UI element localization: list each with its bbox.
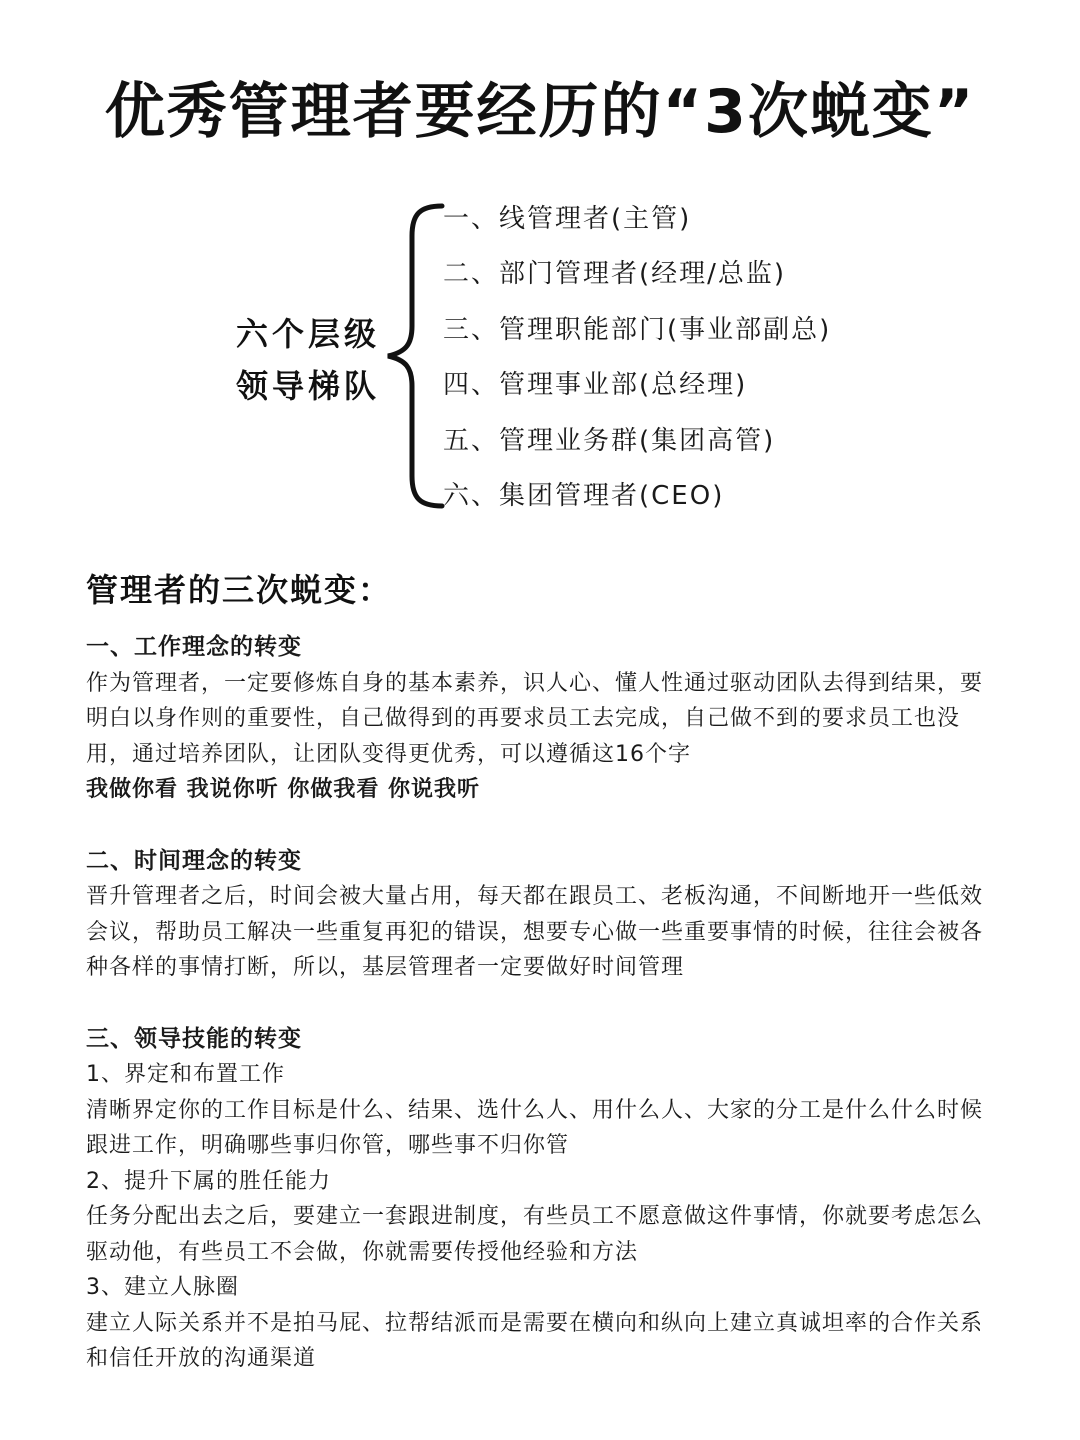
ladder-level-6: 六、集团管理者(CEO) xyxy=(443,480,725,511)
ladder-level-5: 五、管理业务群(集团高管) xyxy=(443,425,776,456)
part3-item-2-body: 任务分配出去之后，要建立一套跟进制度，有些员工不愿意做这件事情，你就要考虑怎么驱动他，有些员工不会做，你就需要传授他经验和方法 xyxy=(86,1204,984,1265)
part3-item-1-body: 清晰界定你的工作目标是什么、结果、选什么人、用什么人、大家的分工是什么什么时候跟进工作，明确哪些事归你管，哪些事不归你管 xyxy=(86,1097,984,1158)
ladder-label-line2: 领导梯队 xyxy=(236,367,381,405)
article-body xyxy=(86,630,996,1377)
ladder-label-line1: 六个层级 xyxy=(236,315,381,353)
ladder-level-1: 一、线管理者(主管) xyxy=(443,204,692,234)
section-heading: 管理者的三次蜕变： xyxy=(86,571,393,609)
part3-item-3-title: 3、建立人脉圈 xyxy=(86,1275,239,1300)
page-title: 优秀管理者要经历的“3次蜕变” xyxy=(104,77,976,147)
ladder-level-2: 二、部门管理者(经理/总监) xyxy=(443,259,787,290)
ladder-levels-list xyxy=(443,196,1043,528)
part3-item-2-title: 2、提升下属的胜任能力 xyxy=(86,1168,331,1194)
part2-heading: 二、时间理念的转变 xyxy=(86,847,302,874)
part1-body: 作为管理者，一定要修炼自身的基本素养，识人心、懂人性通过驱动团队去得到结果，要明白以身作则的重要性，自己做得到的再要求员工去完成，自己做不到的要求员工也没用，通过培养团队，让团队变得更优秀，可以遵循这16个字 xyxy=(86,670,984,767)
ladder-level-3: 三、管理职能部门(事业部副总) xyxy=(443,314,832,345)
curly-brace-icon xyxy=(380,196,450,516)
ladder-label xyxy=(236,308,396,412)
part3-heading: 三、领导技能的转变 xyxy=(86,1025,302,1052)
part2-body: 晋升管理者之后，时间会被大量占用，每天都在跟员工、老板沟通，不间断地开一些低效会议，帮助员工解决一些重复再犯的错误，想要专心做一些重要事情的时候，往往会被各种各样的事情打断，所以，基层管理者一定要做好时间管理 xyxy=(86,884,984,980)
part1-heading: 一、工作理念的转变 xyxy=(86,634,302,660)
ladder-level-4: 四、管理事业部(总经理) xyxy=(443,370,748,401)
part3-item-1-title: 1、界定和布置工作 xyxy=(86,1062,285,1087)
part1-quote: 我做你看 我说你听 你做我看 你说我听 xyxy=(86,777,480,802)
part3-item-3-body: 建立人际关系并不是拍马屁、拉帮结派而是需要在横向和纵向上建立真诚坦率的合作关系和信任开放的沟通渠道 xyxy=(86,1310,984,1371)
